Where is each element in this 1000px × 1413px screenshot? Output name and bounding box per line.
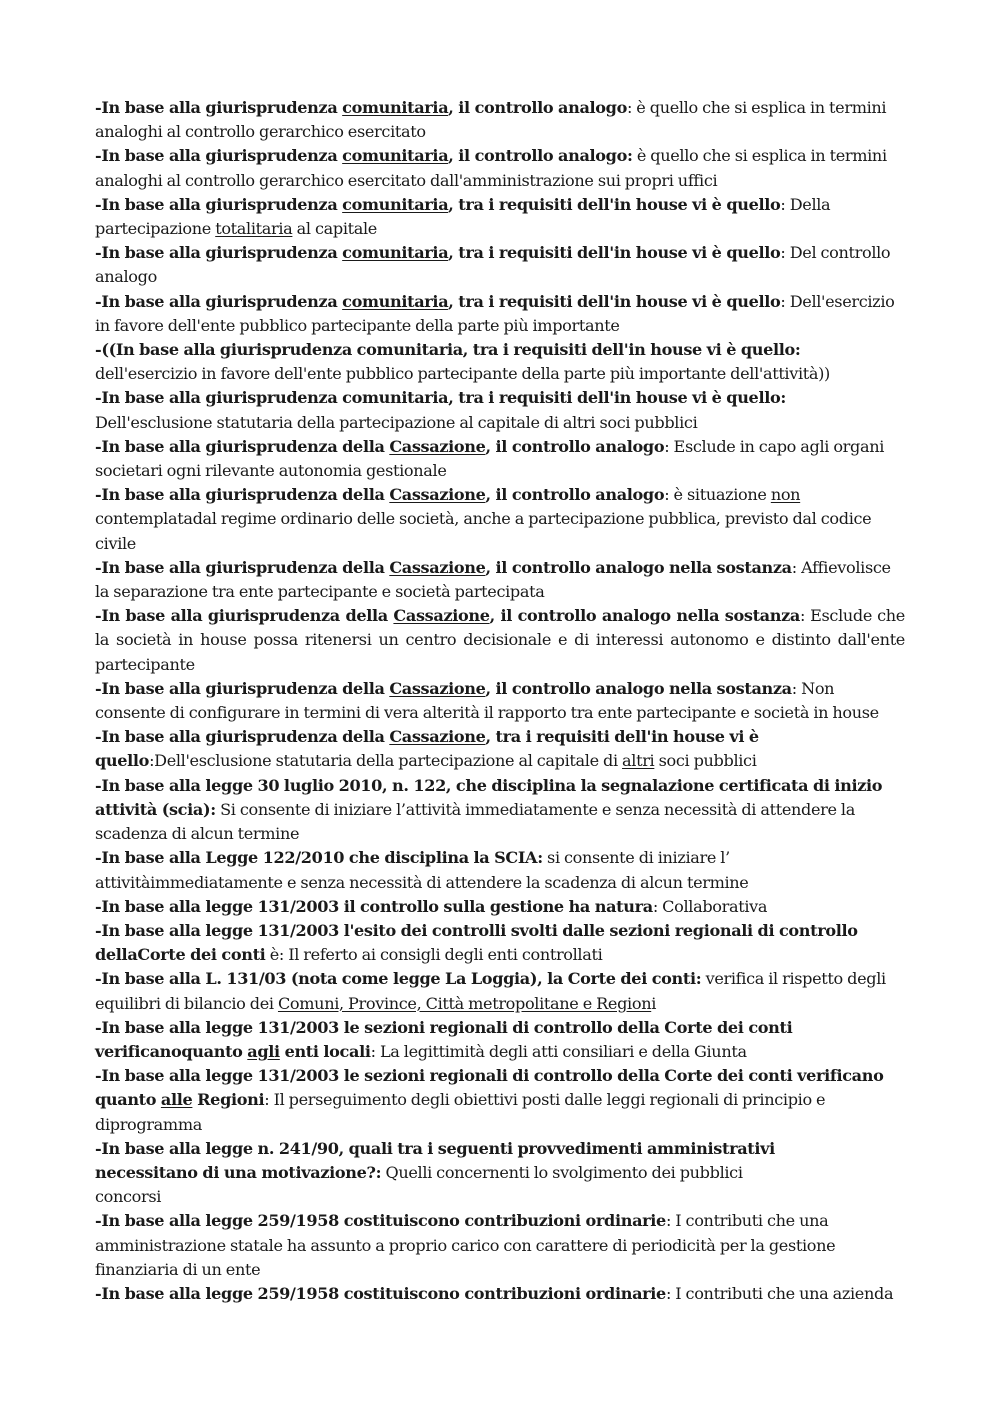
question-text: -In base alla giurisprudenza [95, 146, 343, 166]
question-text: comunitaria [342, 194, 449, 214]
qa-entry [95, 725, 905, 773]
question-text: -In base alla legge 131/2003 le sezioni regionali di controllo della Corte dei conti verificano quanto [95, 1066, 884, 1110]
qa-entry [95, 677, 905, 725]
question-text: , tra i requisiti dell'in house vi è quello [448, 243, 781, 263]
question-text: -In base alla L. 131/03 (nota come legge La Loggia), la Corte dei conti: [95, 969, 702, 989]
question-text: -In base alla giurisprudenza della [95, 557, 390, 577]
qa-entry [95, 1209, 905, 1282]
qa-entry [95, 1137, 905, 1210]
question-text: -In base alla legge 131/2003 l'esito dei controlli svolti dalle sezioni regionali di controllo dellaCorte dei conti [95, 920, 858, 965]
document-page [95, 96, 905, 1306]
answer-text: : Affievolisce la separazione tra ente partecipante e società partecipata [95, 557, 891, 602]
question-text: , il controllo analogo [485, 485, 665, 505]
qa-entry [95, 290, 905, 338]
answer-text: è: Il referto ai consigli degli enti controllati [265, 945, 603, 965]
qa-entry [95, 556, 905, 604]
answer-text: Comuni, Province, Città metropolitane e Region [277, 993, 652, 1013]
question-text: -In base alla giurisprudenza comunitaria, tra i requisiti dell'in house vi è quello: [95, 388, 786, 408]
question-text: necessitano di una motivazione?: [95, 1162, 382, 1182]
qa-entry [95, 193, 905, 241]
qa-entry [95, 241, 905, 289]
question-text: Cassazione [389, 678, 486, 698]
question-text: , tra i requisiti dell'in house vi è quello [95, 727, 759, 771]
answer-text: :Dell'esclusione statutaria della partecipazione al capitale di [149, 751, 623, 771]
question-text: , il controllo analogo nella sostanza [485, 557, 792, 577]
question-text: alle [160, 1090, 193, 1110]
question-text: Cassazione [389, 727, 486, 747]
answer-text: : I contributi che una amministrazione statale ha assunto a proprio carico con carattere di periodicità per la gestione finanziaria di un ente [95, 1211, 836, 1279]
qa-entry [95, 435, 905, 483]
question-text: Cassazione [389, 557, 486, 577]
answer-text: altri [622, 751, 655, 771]
question-text: -In base alla giurisprudenza [95, 194, 343, 214]
answer-text: : Il perseguimento degli obiettivi posti dalle leggi regionali di principio e diprogramma [95, 1090, 826, 1134]
question-text: Cassazione [389, 436, 486, 456]
question-text: , tra i requisiti dell'in house vi è quello [448, 194, 781, 214]
question-text: -In base alla legge 131/2003 il controllo sulla gestione ha natura [95, 896, 653, 916]
question-text: comunitaria [342, 243, 449, 263]
answer-text: soci pubblici [654, 751, 757, 771]
qa-entry [95, 338, 905, 386]
question-text: -((In base alla giurisprudenza comunitaria, tra i requisiti dell'in house vi è quello: [95, 340, 801, 360]
answer-text: Quelli concernenti lo svolgimento dei pubblici [381, 1162, 743, 1182]
qa-entry [95, 846, 905, 894]
question-text: -In base alla legge n. 241/90, quali tra i seguenti provvedimenti amministrativi [95, 1138, 775, 1158]
question-text: , il controllo analogo nella sostanza [489, 606, 800, 626]
qa-entry [95, 483, 905, 556]
answer-text: concorsi [95, 1187, 162, 1207]
qa-entry [95, 774, 905, 847]
question-text: Regioni [192, 1090, 265, 1110]
answer-text: : Dell'esercizio in favore dell'ente pubblico partecipante della parte più importante [95, 291, 895, 335]
question-text: Cassazione [393, 606, 490, 626]
answer-text: contemplatadal regime ordinario delle società, anche a partecipazione pubblica, previsto dal codice civile [95, 509, 872, 553]
answer-text: Si consente di iniziare l’attività immediatamente e senza necessità di attendere la scadenza di alcun termine [95, 799, 855, 844]
answer-text: si consente di iniziare l’ attivitàimmediatamente e senza necessità di attendere la scadenza di alcun termine [95, 848, 749, 892]
question-text: -In base alla giurisprudenza della [95, 436, 390, 456]
question-text: enti locali [279, 1041, 371, 1061]
question-text: -In base alla giurisprudenza della [95, 727, 390, 747]
question-text: -In base alla giurisprudenza [95, 98, 343, 117]
answer-text: non [770, 485, 801, 505]
question-text: , tra i requisiti dell'in house vi è quello [448, 291, 781, 311]
qa-entry [95, 604, 905, 677]
answer-text: : è situazione [664, 485, 771, 505]
question-text: -In base alla legge 30 luglio 2010, n. 122, che disciplina la segnalazione certificata di inizio attività (scia): [95, 775, 883, 819]
qa-entry [95, 1282, 905, 1306]
question-text: Cassazione [389, 485, 486, 505]
question-text: comunitaria [342, 146, 449, 166]
question-text: -In base alla giurisprudenza della [95, 678, 390, 698]
question-text: -In base alla legge 259/1958 costituiscono contribuzioni ordinarie [95, 1283, 666, 1303]
answer-text: al capitale [292, 219, 377, 239]
question-text: -In base alla legge 131/2003 le sezioni regionali di controllo della Corte dei conti verificanoquanto [95, 1017, 793, 1061]
answer-text: totalitaria [215, 219, 293, 239]
qa-entry [95, 919, 905, 967]
question-text: comunitaria [342, 98, 449, 117]
answer-text: è quello che si esplica in termini analoghi al controllo gerarchico esercitato dall'amministrazione sui propri uffici [95, 146, 887, 190]
qa-entry [95, 1064, 905, 1137]
answer-text: dell'esercizio in favore dell'ente pubblico partecipante della parte più importante dell'attività)) [95, 364, 830, 384]
question-text: -In base alla legge 259/1958 costituiscono contribuzioni ordinarie [95, 1211, 666, 1231]
question-text: -In base alla giurisprudenza [95, 243, 343, 263]
question-text: , il controllo analogo nella sostanza [485, 678, 792, 698]
question-text: , il controllo analogo [448, 98, 627, 117]
question-text: , il controllo analogo [485, 436, 665, 456]
question-text: , il controllo analogo: [448, 146, 633, 166]
question-text: comunitaria [342, 291, 449, 311]
answer-text: : Esclude in capo agli organi societari ogni rilevante autonomia gestionale [95, 436, 885, 481]
question-text: -In base alla Legge 122/2010 che disciplina la SCIA: [95, 848, 543, 868]
answer-text: : Non consente di configurare in termini di vera alterità il rapporto tra ente partecipante e società in house [95, 678, 879, 723]
question-text: -In base alla giurisprudenza della [95, 485, 390, 505]
qa-entry [95, 1016, 905, 1064]
answer-text: Dell'esclusione statutaria della partecipazione al capitale di altri soci pubblici [95, 412, 698, 432]
qa-entry [95, 895, 905, 919]
qa-entry [95, 144, 905, 192]
answer-text: : La legittimità degli atti consiliari e della Giunta [370, 1041, 747, 1061]
qa-entry [95, 96, 905, 144]
answer-text: : I contributi che una azienda [665, 1283, 894, 1303]
answer-text: : Esclude che la società in house possa ritenersi un centro decisionale e di interessi autonomo e distinto dall'ente partecipante [95, 606, 905, 674]
answer-text: : Del controllo analogo [95, 243, 891, 287]
question-text: agli [247, 1041, 280, 1061]
qa-entry [95, 386, 905, 434]
qa-entry [95, 967, 905, 1015]
answer-text: i [651, 993, 657, 1013]
question-text: -In base alla giurisprudenza [95, 291, 343, 311]
answer-text: : è quello che si esplica in termini analoghi al controllo gerarchico esercitato [95, 98, 887, 142]
answer-text: : Collaborativa [652, 896, 768, 916]
question-text: -In base alla giurisprudenza della [95, 606, 394, 626]
answer-text: verifica il rispetto degli equilibri di bilancio dei [95, 969, 886, 1013]
answer-text: : Della partecipazione [95, 194, 831, 239]
